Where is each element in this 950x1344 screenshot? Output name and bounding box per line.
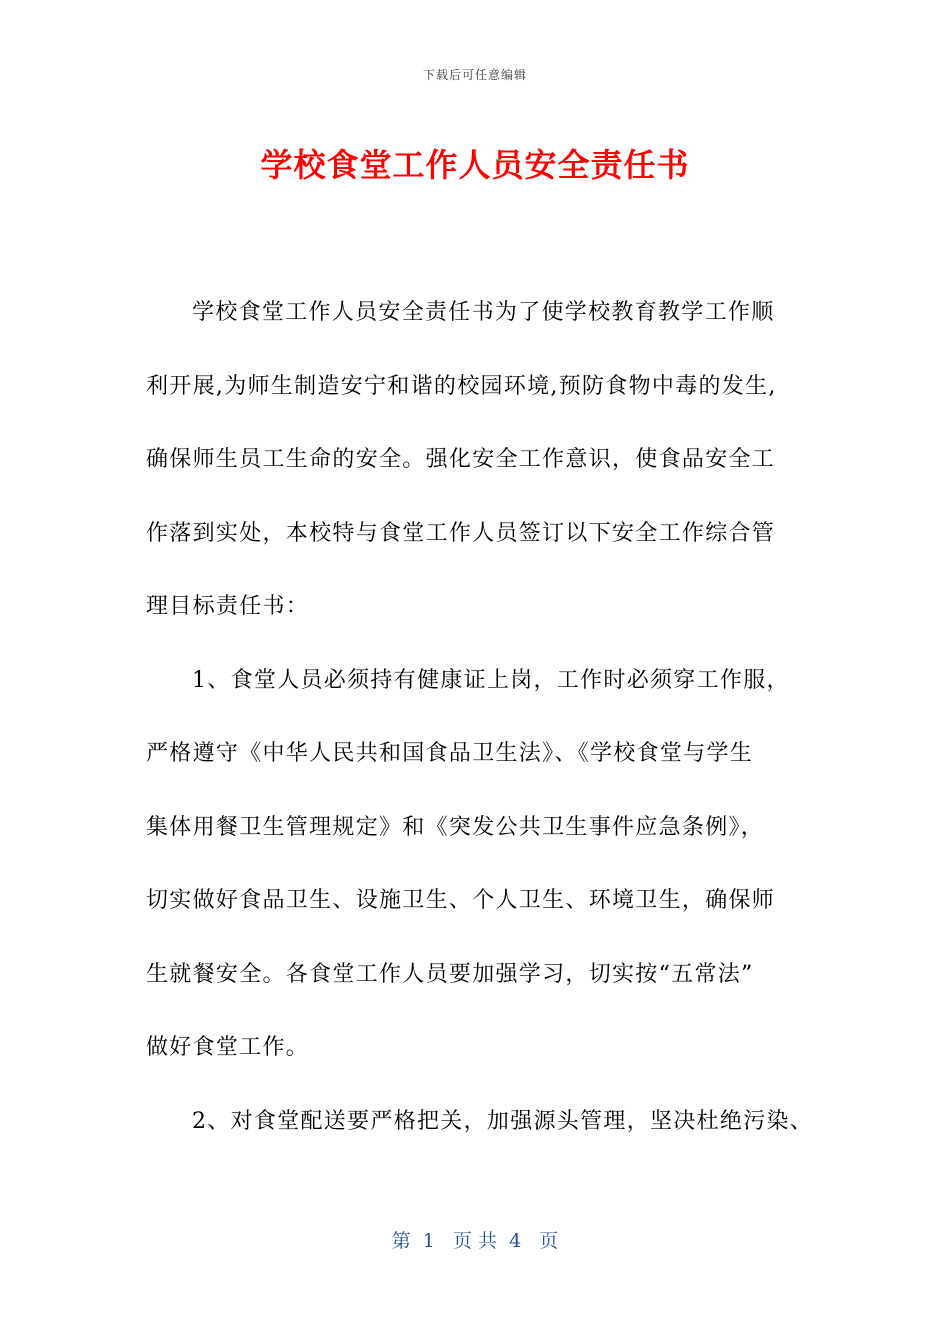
- paragraph-line: 1、食堂人员必须持有健康证上岗，工作时必须穿工作服，: [192, 667, 790, 693]
- document-title: 学校食堂工作人员安全责任书: [260, 146, 690, 184]
- paragraph-line: 2、对食堂配送要严格把关，加强源头管理，坚决杜绝污染、: [192, 1108, 814, 1134]
- paragraph-line: 做好食堂工作。: [146, 1035, 310, 1060]
- paragraph-line: 利开展,为师生制造安宁和谐的校园环境,预防食物中毒的发生,: [146, 373, 777, 399]
- paragraph-line: 切实做好食品卫生、设施卫生、个人卫生、环境卫生，确保师: [146, 888, 776, 913]
- paragraph-line: 确保师生员工生命的安全。强化安全工作意识，使食品安全工: [146, 447, 776, 472]
- paragraph-line: 理目标责任书：: [146, 594, 310, 619]
- page-footer: 第 1 页 共 4 页: [391, 1230, 559, 1252]
- paragraph-line: 集体用餐卫生管理规定》和《突发公共卫生事件应急条例》，: [146, 814, 765, 840]
- paragraph-line: 严格遵守《中华人民共和国食品卫生法》、《学校食堂与学生: [146, 741, 754, 766]
- document-body: [146, 276, 814, 1158]
- paragraph-line: 学校食堂工作人员安全责任书为了使学校教育教学工作顺: [192, 300, 775, 325]
- paragraph-line: 作落到实处，本校特与食堂工作人员签订以下安全工作综合管: [146, 520, 776, 546]
- header-note: 下载后可任意编辑: [422, 68, 527, 82]
- paragraph-line: 生就餐安全。各食堂工作人员要加强学习，切实按“五常法”: [146, 961, 754, 987]
